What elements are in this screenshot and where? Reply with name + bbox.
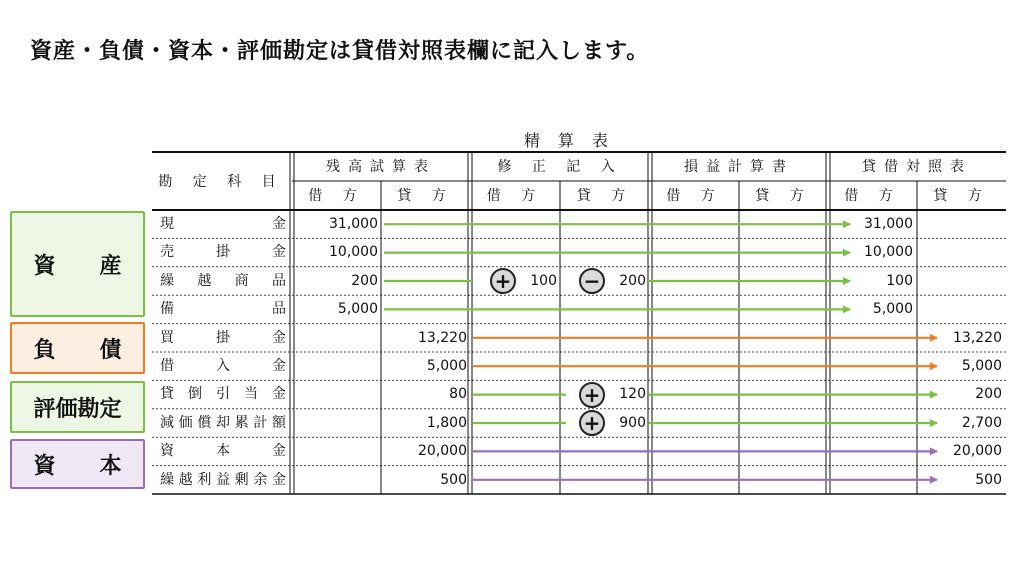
header-credit: 貸 方 [755, 188, 812, 204]
amount-tb-credit: 5,000 [426, 358, 467, 374]
header-group: 貸借対照表 [862, 159, 972, 175]
amount-adj-credit: 900 [619, 414, 646, 431]
amount-bs-credit: 500 [975, 471, 1002, 488]
account-name: 現金 [160, 216, 286, 232]
header-group: 損益計算書 [684, 159, 794, 175]
amount-adj-credit: 120 [619, 386, 646, 403]
amount-tb-credit: 13,220 [418, 329, 467, 346]
amount-tb-debit: 10,000 [329, 244, 378, 261]
amount-bs-credit: 200 [975, 386, 1002, 403]
category-assets: 資 産 [10, 211, 145, 317]
amount-tb-credit: 20,000 [418, 443, 467, 460]
account-name: 減価償却累計額 [160, 414, 286, 431]
page-headline: 資産・負債・資本・評価勘定は貸借対照表欄に記入します。 [30, 39, 650, 64]
header-debit: 借 方 [844, 188, 901, 204]
category-equity: 資 本 [10, 439, 145, 489]
amount-adj-credit: 200 [619, 272, 646, 289]
amount-tb-credit: 80 [449, 386, 467, 403]
amount-bs-credit: 13,220 [953, 329, 1002, 346]
header-credit: 貸 方 [933, 188, 990, 204]
account-name: 貸倒引当金 [160, 386, 286, 403]
minus-sign-icon: − [579, 268, 605, 294]
header-group: 残高試算表 [326, 159, 436, 175]
amount-bs-debit: 10,000 [864, 244, 913, 261]
account-name: 買掛金 [160, 329, 286, 346]
account-name: 繰越利益剰余金 [160, 471, 286, 488]
amount-bs-debit: 5,000 [872, 301, 913, 318]
amount-bs-debit: 100 [886, 272, 913, 289]
amount-tb-debit: 5,000 [337, 301, 378, 318]
account-name: 売掛金 [160, 244, 286, 261]
category-liabilities: 負 債 [10, 322, 145, 374]
amount-tb-credit: 1,800 [426, 414, 467, 431]
account-name: 備品 [160, 301, 286, 318]
plus-sign-icon: + [490, 268, 516, 294]
amount-tb-debit: 200 [351, 272, 378, 289]
amount-bs-credit: 5,000 [961, 358, 1002, 374]
account-name: 資本金 [160, 443, 286, 460]
amount-bs-credit: 2,700 [961, 414, 1002, 431]
amount-adj-debit: 100 [530, 272, 557, 289]
amount-tb-credit: 500 [440, 471, 467, 488]
category-valuation: 評価勘定 [10, 381, 145, 433]
plus-sign-icon: + [579, 410, 605, 436]
amount-bs-debit: 31,000 [864, 216, 913, 232]
worksheet-title: 精算表 [500, 128, 650, 153]
header-group: 修 正 記 入 [497, 159, 623, 175]
plus-sign-icon: + [579, 382, 605, 408]
account-name: 借入金 [160, 358, 286, 374]
amount-tb-debit: 31,000 [329, 216, 378, 232]
header-account: 勘 定 科 目 [158, 174, 284, 190]
header-debit: 借 方 [486, 188, 544, 204]
amount-bs-credit: 20,000 [953, 443, 1002, 460]
header-debit: 借 方 [666, 188, 723, 204]
header-credit: 貸 方 [397, 188, 454, 204]
header-debit: 借 方 [308, 188, 365, 204]
header-credit: 貸 方 [576, 188, 634, 204]
account-name: 繰越商品 [160, 272, 286, 289]
